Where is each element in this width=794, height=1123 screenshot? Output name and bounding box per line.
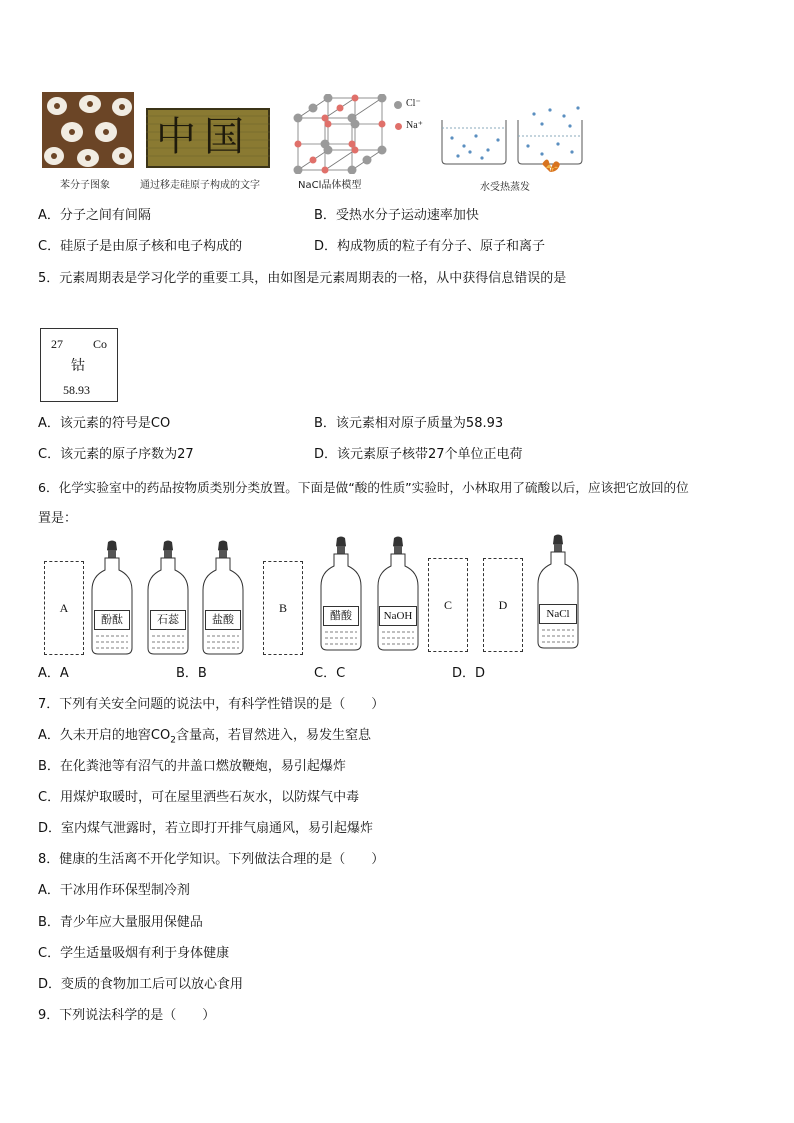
element-symbol: Co — [93, 337, 108, 351]
q6-option-d: D．D — [452, 666, 486, 681]
legend-cl-label: Cl⁻ — [406, 98, 421, 109]
caption-nacl: NaCl晶体模型 — [298, 180, 362, 191]
q4-option-c: C．硅原子是由原子核和电子构成的 — [38, 239, 243, 254]
reagent-bottle — [201, 540, 245, 656]
shelf-slot-a: A — [44, 561, 84, 655]
q5-stem: 5．元素周期表是学习化学的重要工具，由如图是元素周期表的一格，从中获得信息错误的是 — [38, 271, 567, 286]
q7-option-c: C．用煤炉取暖时，可在屋里洒些石灰水，以防煤气中毒 — [38, 790, 360, 805]
legend-cl-icon — [394, 101, 402, 109]
q7-option-b: B．在化粪池等有沼气的井盖口燃放鞭炮，易引起爆炸 — [38, 759, 346, 774]
water-evaporation-image — [438, 106, 588, 172]
shelf-slot-d: D — [483, 558, 523, 652]
q6-stem-line1: 6．化学实验室中的药品按物质类别分类放置。下面是做“酸的性质”实验时，小林取用了硫酸以后，应该把它放回的位 — [38, 480, 689, 495]
bottle-label-litmus: 石蕊 — [150, 610, 186, 630]
silicon-atom-image — [146, 108, 270, 168]
q4-option-a: A．分子之间有间隔 — [38, 208, 151, 223]
q7-stem: 7．下列有关安全问题的说法中，有科学性错误的是（ ） — [38, 697, 385, 712]
bottle-label-acetic-acid: 醋酸 — [323, 606, 359, 626]
bottle-label-hydrochloric-acid: 盐酸 — [205, 610, 241, 630]
shelf-slot-c: C — [428, 558, 468, 652]
q9-stem: 9．下列说法科学的是（ ） — [38, 1008, 216, 1023]
element-name: 钴 — [71, 358, 85, 374]
q6-option-b: B．B — [176, 666, 207, 681]
q7-option-a-subscript: 2 — [170, 735, 176, 746]
q4-option-b: B．受热水分子运动速率加快 — [314, 208, 479, 223]
q8-option-b: B．青少年应大量服用保健品 — [38, 915, 203, 930]
bottle-label-phenolphthalein: 酚酞 — [94, 610, 130, 630]
q8-option-a: A．干冰用作环保型制冷剂 — [38, 883, 190, 898]
reagent-bottle — [376, 536, 420, 652]
atomic-number: 27 — [51, 337, 63, 351]
shelf-slot-b: B — [263, 561, 303, 655]
q8-option-c: C．学生适量吸烟有利于身体健康 — [38, 946, 230, 961]
q4-option-d: D．构成物质的粒子有分子、原子和离子 — [314, 239, 546, 254]
legend-na-label: Na⁺ — [406, 120, 423, 131]
nacl-crystal-model — [288, 94, 394, 174]
atomic-mass: 58.93 — [63, 383, 90, 397]
q7-option-a-pre: A．久未开启的地窖CO — [38, 728, 171, 743]
silicon-text: 中国 — [156, 114, 252, 160]
bottle-label-naoh: NaOH — [379, 606, 417, 626]
caption-benzene: 苯分子图象 — [60, 180, 110, 191]
reagent-bottle — [536, 534, 580, 650]
reagent-bottle — [319, 536, 363, 652]
reagent-bottle — [90, 540, 134, 656]
q6-stem-line2: 置是： — [38, 511, 78, 526]
q8-stem: 8．健康的生活离不开化学知识。下列做法合理的是（ ） — [38, 852, 385, 867]
q7-option-d: D．室内煤气泄露时，若立即打开排气扇通风，易引起爆炸 — [38, 821, 374, 836]
benzene-image — [42, 92, 134, 168]
q6-option-a: A．A — [38, 666, 69, 681]
legend-na-icon — [395, 123, 402, 130]
q7-option-a-post: 含量高，若冒然进入，易发生窒息 — [175, 728, 371, 743]
q5-option-b: B．该元素相对原子质量为58.93 — [314, 416, 504, 431]
q7-option-a — [38, 727, 371, 750]
q8-option-d: D．变质的食物加工后可以放心食用 — [38, 977, 244, 992]
bottle-label-nacl: NaCl — [539, 604, 577, 624]
q5-option-a: A．该元素的符号是CO — [38, 416, 171, 431]
q5-option-d: D．该元素原子核带27个单位正电荷 — [314, 447, 523, 462]
caption-silicon: 通过移走硅原子构成的文字 — [140, 180, 260, 191]
q6-option-c: C．C — [314, 666, 346, 681]
q5-option-c: C．该元素的原子序数为27 — [38, 447, 194, 462]
reagent-bottle — [146, 540, 190, 656]
periodic-table-cell — [40, 328, 118, 402]
caption-water: 水受热蒸发 — [480, 182, 530, 193]
